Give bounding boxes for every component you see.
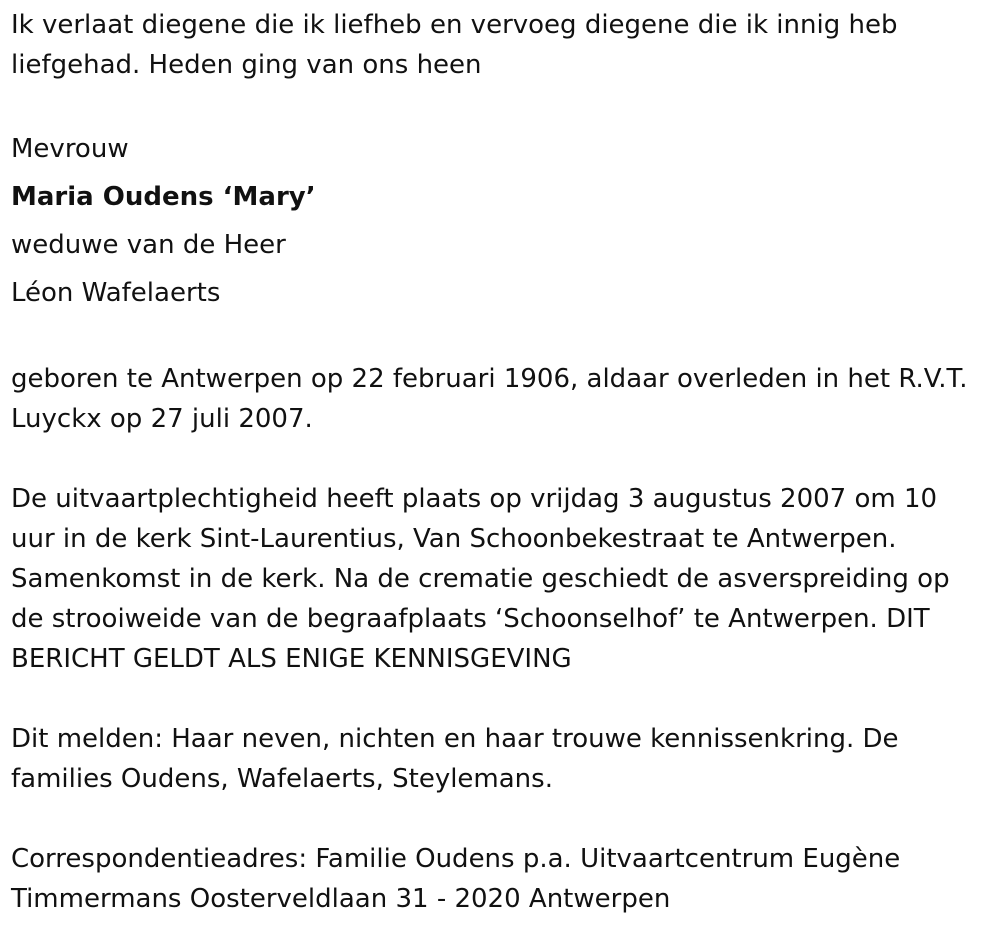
text-line: liefgehad. Heden ging van ons heen [11,50,482,80]
text-line: families Oudens, Wafelaerts, Steylemans. [11,764,553,794]
text-line: Luyckx op 27 juli 2007. [11,404,313,434]
deceased-block [11,125,1000,317]
intro-paragraph [11,0,1000,85]
text-line: Ik verlaat diegene die ik liefheb en vervoeg diegene die ik innig heb [11,10,898,40]
salutation: Mevrouw [11,134,129,164]
text-line: Samenkomst in de kerk. Na de crematie geschiedt de asverspreiding op [11,564,950,594]
text-line: BERICHT GELDT ALS ENIGE KENNISGEVING [11,644,572,674]
text-line: uur in de kerk Sint-Laurentius, Van Schoonbekestraat te Antwerpen. [11,524,897,554]
deceased-name: Maria Oudens ‘Mary’ [11,182,316,212]
text-line: De uitvaartplechtigheid heeft plaats op vrijdag 3 augustus 2007 om 10 [11,484,938,514]
text-line: Timmermans Oosterveldlaan 31 - 2020 Antwerpen [11,884,671,914]
text-line: de strooiweide van de begraafplaats ‘Schoonselhof’ te Antwerpen. DIT [11,604,930,634]
correspondence-paragraph [11,839,1000,919]
widow-of-label: weduwe van de Heer [11,230,286,260]
text-line: Correspondentieadres: Familie Oudens p.a. Uitvaartcentrum Eugène [11,844,901,874]
text-line: geboren te Antwerpen op 22 februari 1906, aldaar overleden in het R.V.T. [11,364,968,394]
text-line: Dit melden: Haar neven, nichten en haar trouwe kennissenkring. De [11,724,899,754]
ceremony-paragraph [11,479,1000,679]
birth-death-paragraph [11,359,1000,439]
announcers-paragraph [11,719,1000,799]
spouse-name: Léon Wafelaerts [11,278,221,308]
